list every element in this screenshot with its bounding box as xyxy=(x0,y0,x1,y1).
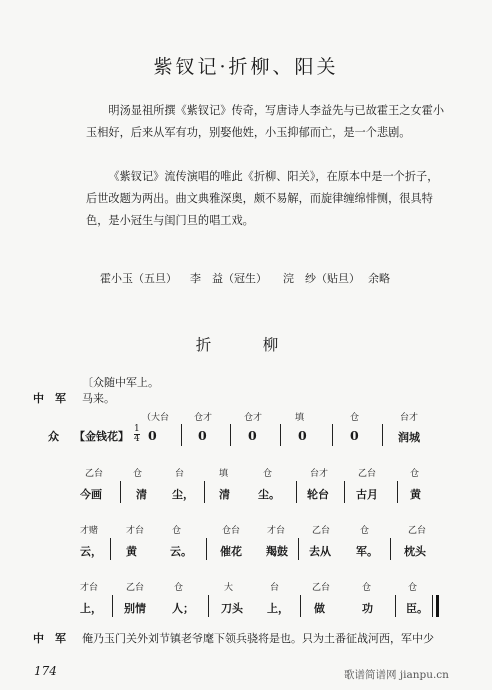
lyric: 刀头 xyxy=(221,602,243,615)
lyric: 人； xyxy=(172,602,194,615)
final-bar-line xyxy=(432,595,433,617)
percussion-syllable: 大 xyxy=(224,583,234,593)
percussion-syllable: 仓才 xyxy=(194,413,213,423)
percussion-syllable: 乙台 xyxy=(312,583,331,593)
note: 0 xyxy=(350,428,359,443)
bar-line xyxy=(230,424,231,446)
lyric: 清 xyxy=(136,488,147,501)
bar-line xyxy=(344,481,345,503)
page-number: 174 xyxy=(34,664,57,678)
percussion-syllable: 仓台 xyxy=(222,526,241,536)
percussion-syllable: 台才 xyxy=(400,413,419,423)
time-signature xyxy=(132,424,142,444)
note: 0 xyxy=(198,428,207,443)
percussion-syllable: 仓才 xyxy=(244,413,263,423)
speaker-label: 中 军 xyxy=(33,632,66,645)
lyric: 黄 xyxy=(410,488,421,501)
section-title: 折 柳 xyxy=(195,336,297,354)
percussion-syllable: 仓 xyxy=(174,583,184,593)
lyric: 上， xyxy=(80,602,102,615)
lyric: 功 xyxy=(362,602,373,615)
chorus-label: 众 xyxy=(48,430,59,443)
percussion-syllable: 填 xyxy=(219,469,229,479)
percussion-syllable: 仓 xyxy=(133,469,143,479)
bar-line xyxy=(206,538,207,560)
spoken-line: 马来。 xyxy=(82,392,115,405)
bar-line xyxy=(208,595,209,617)
role-others: 余略 xyxy=(368,272,390,285)
percussion-syllable: 仓 xyxy=(362,583,372,593)
lyric: 军。 xyxy=(356,545,378,558)
percussion-syllable: 才赌 xyxy=(80,526,99,536)
lyric: 古月 xyxy=(356,488,378,501)
percussion-syllable: 才台 xyxy=(267,526,286,536)
note: 0 xyxy=(148,428,157,443)
bar-line xyxy=(382,424,383,446)
role-xiaoyu: 霍小玉（五旦） xyxy=(100,272,177,285)
page-title: 紫钗记·折柳、阳关 xyxy=(153,56,339,78)
role-huansha: 浣 纱（贴旦） xyxy=(283,272,360,285)
final-bar-thick xyxy=(436,595,439,617)
percussion-syllable: 乙台 xyxy=(126,583,145,593)
lyric: 枕头 xyxy=(404,545,426,558)
bar-line xyxy=(120,481,121,503)
percussion-syllable: 仓 xyxy=(408,583,418,593)
intro-paragraph-1: 明汤显祖所撰《紫钗记》传奇，写唐诗人李益先与已故霍王之女霍小玉相好，后来从军有功，别娶他姓，小玉抑郁而亡，是一个悲剧。 xyxy=(86,104,445,139)
bar-line xyxy=(280,424,281,446)
meter-denominator: 4 xyxy=(134,434,140,444)
percussion-syllable: 台 xyxy=(270,583,280,593)
lyric: 尘。 xyxy=(258,488,280,501)
lyric: 别情 xyxy=(124,602,146,615)
bar-line xyxy=(390,538,391,560)
lyric: 清 xyxy=(219,488,230,501)
bar-line xyxy=(332,424,333,446)
bar-line xyxy=(296,481,297,503)
lyric: 云， xyxy=(80,545,102,558)
bar-line xyxy=(181,424,182,446)
lyric: 去从 xyxy=(309,545,331,558)
percussion-syllable: 仓 xyxy=(263,469,273,479)
bar-line xyxy=(204,481,205,503)
note: 0 xyxy=(248,428,257,443)
bar-line xyxy=(395,595,396,617)
lyric: 轮台 xyxy=(307,488,329,501)
lyric: 云。 xyxy=(170,545,192,558)
percussion-syllable: 仓 xyxy=(360,526,370,536)
percussion-syllable: 才台 xyxy=(80,583,99,593)
percussion-syllable: 仓 xyxy=(410,469,420,479)
percussion-syllable: 填 xyxy=(295,413,305,423)
lyric: 尘， xyxy=(172,488,194,501)
percussion-syllable: 乙台 xyxy=(312,526,331,536)
lyric: 催花 xyxy=(220,545,242,558)
watermark: 歌谱简谱网 jianpu.cn xyxy=(344,669,449,681)
lyric: 今画 xyxy=(80,488,102,501)
lyric: 羯鼓 xyxy=(266,545,288,558)
percussion-syllable: 台 xyxy=(175,469,185,479)
bar-line xyxy=(300,595,301,617)
percussion-syllable: 才台 xyxy=(126,526,145,536)
speaker-label: 中 军 xyxy=(33,392,66,405)
percussion-syllable: （大台 xyxy=(142,413,170,423)
role-liyi: 李 益（冠生） xyxy=(190,272,267,285)
lyric: 上， xyxy=(267,602,289,615)
percussion-syllable: 乙台 xyxy=(408,526,427,536)
bar-line xyxy=(110,538,111,560)
bar-line xyxy=(397,481,398,503)
lyric: 臣。 xyxy=(406,602,428,615)
spoken-line: 俺乃玉门关外刘节镇老爷麾下领兵骁将是也。只为土番征战河西，军中少 xyxy=(82,632,434,645)
stage-direction: 〔众随中军上。 xyxy=(82,376,159,389)
bar-line xyxy=(298,538,299,560)
bar-line xyxy=(112,595,113,617)
percussion-syllable: 乙台 xyxy=(358,469,377,479)
tune-name: 【金钱花】 xyxy=(74,430,129,443)
lyric: 做 xyxy=(314,602,325,615)
percussion-syllable: 仓 xyxy=(350,413,360,423)
lyric: 润城 xyxy=(398,431,420,444)
lyric: 黄 xyxy=(126,545,137,558)
intro-paragraph-2: 《紫钗记》流传演唱的唯此《折柳、阳关》，在原本中是一个折子，后世改题为两出。曲文典雅深奥，颇不易解，而旋律缠绵悱恻，很具特色，是小冠生与闺门旦的唱工戏。 xyxy=(86,170,439,227)
percussion-syllable: 乙台 xyxy=(85,469,104,479)
percussion-syllable: 台才 xyxy=(310,469,329,479)
meter-numerator: 1 xyxy=(134,424,140,434)
percussion-syllable: 仓 xyxy=(172,526,182,536)
note: 0 xyxy=(298,428,307,443)
